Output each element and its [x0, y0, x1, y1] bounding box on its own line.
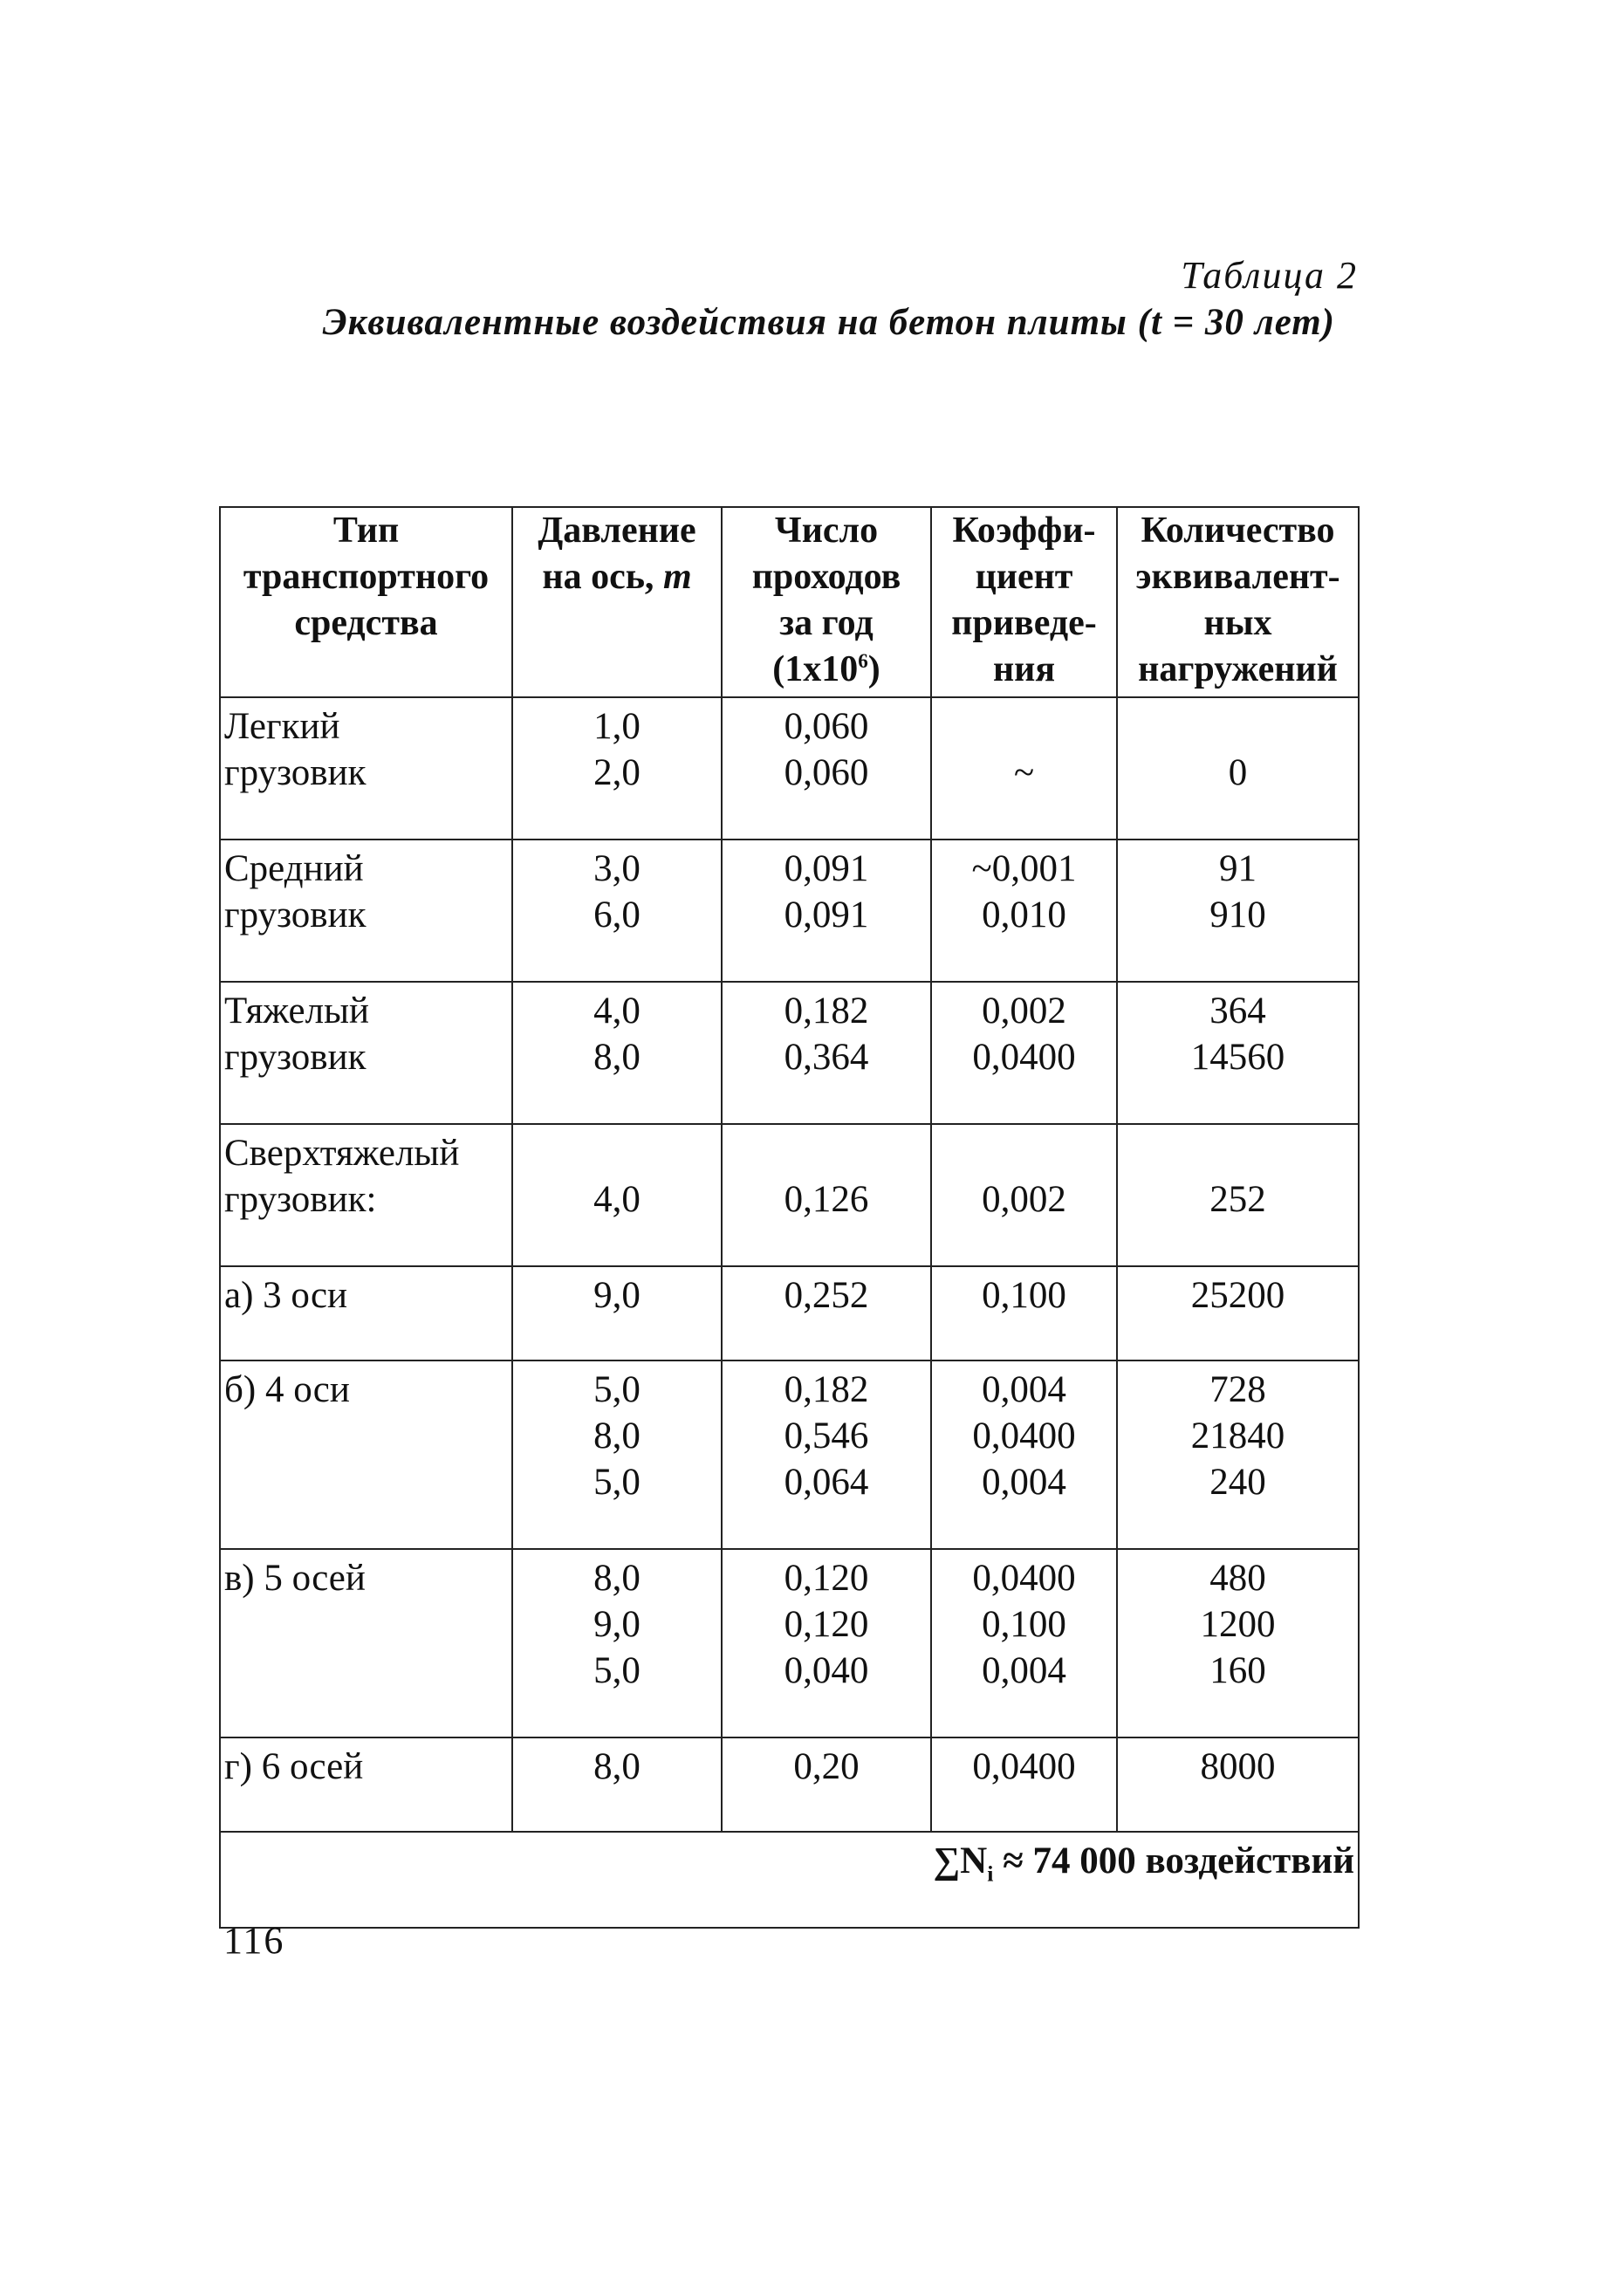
coefficient-cell: 0,0400	[931, 1737, 1117, 1832]
pressure-cell: 4,0 8,0	[512, 982, 722, 1124]
passes-cell: 0,20	[722, 1737, 931, 1832]
pressure-cell: 1,0 2,0	[512, 697, 722, 840]
table-row	[220, 982, 1359, 1124]
coefficient-cell: 0,002	[931, 1124, 1117, 1266]
vehicle-type-cell: Сверхтяжелый грузовик:	[220, 1124, 512, 1266]
passes-cell: 0,126	[722, 1124, 931, 1266]
total-cell	[220, 1832, 1359, 1928]
vehicle-type-cell: в) 5 осей	[220, 1549, 512, 1737]
table-row	[220, 1266, 1359, 1360]
table-row	[220, 1124, 1359, 1266]
coefficient-cell: ~0,001 0,010	[931, 840, 1117, 982]
pressure-cell: 9,0	[512, 1266, 722, 1360]
coefficient-cell: 0,0400 0,100 0,004	[931, 1549, 1117, 1737]
vehicle-type-cell: а) 3 оси	[220, 1266, 512, 1360]
table-row	[220, 697, 1359, 840]
equivalent-loads-table	[219, 506, 1360, 1929]
header-row	[220, 507, 1359, 697]
coefficient-cell: ~	[931, 697, 1117, 840]
equivalent-count-cell: 25200	[1117, 1266, 1359, 1360]
vehicle-type-cell: б) 4 оси	[220, 1360, 512, 1549]
vehicle-type-cell: Легкий грузовик	[220, 697, 512, 840]
pressure-cell: 8,0	[512, 1737, 722, 1832]
table-number: Таблица 2	[1181, 254, 1358, 297]
total-sum-text: $\sum N_i \approx 74$ 000 воздействий	[933, 1840, 1354, 1887]
header-vehicle-type: Тип транспортного средства	[220, 507, 512, 697]
pressure-cell: 8,0 9,0 5,0	[512, 1549, 722, 1737]
table-row	[220, 1360, 1359, 1549]
pressure-cell: 4,0	[512, 1124, 722, 1266]
pressure-cell: 5,0 8,0 5,0	[512, 1360, 722, 1549]
coefficient-cell: 0,004 0,0400 0,004	[931, 1360, 1117, 1549]
header-equivalent-loads: Количество эквивалент- ных нагружений	[1117, 507, 1359, 697]
vehicle-type-cell: г) 6 осей	[220, 1737, 512, 1832]
equivalent-count-cell: 364 14560	[1117, 982, 1359, 1124]
table-row	[220, 840, 1359, 982]
passes-cell: 0,091 0,091	[722, 840, 931, 982]
table-title: Эквивалентные воздействия на бетон плиты (t = 30 лет)	[322, 302, 1335, 343]
table-row	[220, 1737, 1359, 1832]
vehicle-type-cell: Тяжелый грузовик	[220, 982, 512, 1124]
equivalent-count-cell: 252	[1117, 1124, 1359, 1266]
equivalent-count-cell: 8000	[1117, 1737, 1359, 1832]
coefficient-cell: 0,100	[931, 1266, 1117, 1360]
vehicle-type-cell: Средний грузовик	[220, 840, 512, 982]
header-axle-pressure: Давление на ось, т	[512, 507, 722, 697]
passes-cell: 0,182 0,546 0,064	[722, 1360, 931, 1549]
pressure-cell: 3,0 6,0	[512, 840, 722, 982]
equivalent-count-cell: 91 910	[1117, 840, 1359, 982]
total-row	[220, 1832, 1359, 1928]
equivalent-count-cell: 480 1200 160	[1117, 1549, 1359, 1737]
passes-cell: 0,060 0,060	[722, 697, 931, 840]
passes-cell: 0,182 0,364	[722, 982, 931, 1124]
passes-cell: 0,252	[722, 1266, 931, 1360]
coefficient-cell: 0,002 0,0400	[931, 982, 1117, 1124]
equivalent-count-cell: 728 21840 240	[1117, 1360, 1359, 1549]
equivalent-count-cell: 0	[1117, 697, 1359, 840]
header-passes-per-year: Число проходов за год $(1x10^6)$	[722, 507, 931, 697]
table-row	[220, 1549, 1359, 1737]
header-reduction-coefficient: Коэффи- циент приведе- ния	[931, 507, 1117, 697]
page-number: 116	[223, 1919, 285, 1962]
passes-cell: 0,120 0,120 0,040	[722, 1549, 931, 1737]
